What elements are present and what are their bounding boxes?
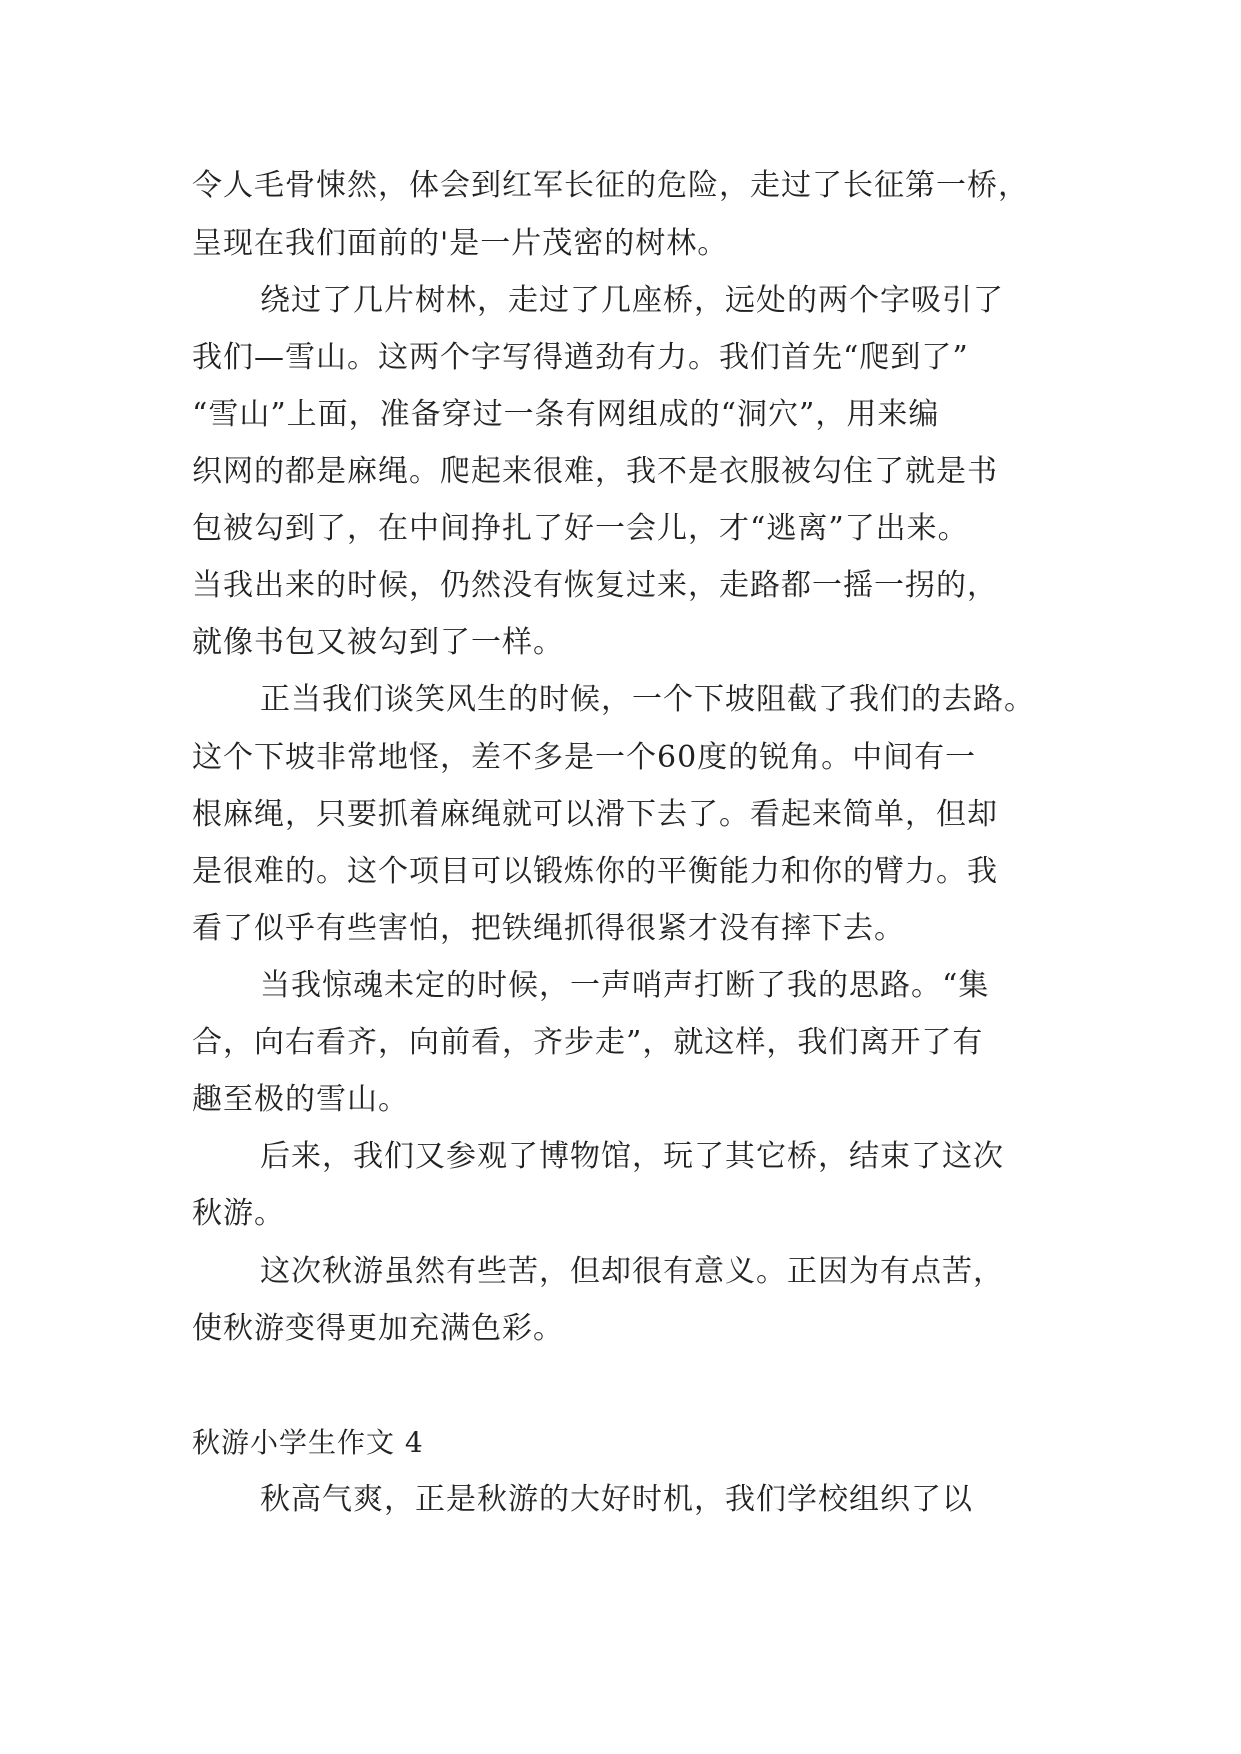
text-line-17: 趣至极的雪山。 <box>192 1082 409 1117</box>
text-line-20: 这次秋游虽然有些苦，但却很有意义。正因为有点苦， <box>260 1254 1004 1289</box>
text-line-13: 是很难的。这个项目可以锻炼你的平衡能力和你的臂力。我 <box>192 854 998 889</box>
text-line-7: 包被勾到了，在中间挣扎了好一会儿，才“逃离”了出来。 <box>192 511 969 546</box>
text-line-23: 秋高气爽，正是秋游的大好时机，我们学校组织了以 <box>260 1482 973 1517</box>
text-line-21: 使秋游变得更加充满色彩。 <box>192 1311 564 1346</box>
text-line-8: 当我出来的时候，仍然没有恢复过来，走路都一摇一拐的， <box>192 568 998 603</box>
text-line-10: 正当我们谈笑风生的时候，一个下坡阻截了我们的去路。 <box>260 682 1035 717</box>
text-line-11: 这个下坡非常地怪，差不多是一个60度的锐角。中间有一 <box>192 740 977 775</box>
text-line-6: 织网的都是麻绳。爬起来很难，我不是衣服被勾住了就是书 <box>192 454 998 489</box>
text-line-19: 秋游。 <box>192 1196 285 1231</box>
text-line-3: 绕过了几片树林，走过了几座桥，远处的两个字吸引了 <box>260 283 1004 318</box>
text-line-9: 就像书包又被勾到了一样。 <box>192 625 564 660</box>
section-title: 秋游小学生作文 4 <box>192 1426 424 1459</box>
text-line-14: 看了似乎有些害怕，把铁绳抓得很紧才没有摔下去。 <box>192 911 905 946</box>
text-line-15: 当我惊魂未定的时候，一声哨声打断了我的思路。“集 <box>260 968 990 1003</box>
text-line-16: 合，向右看齐，向前看，齐步走”，就这样，我们离开了有 <box>192 1025 984 1060</box>
text-line-4: 我们—雪山。这两个字写得遒劲有力。我们首先“爬到了” <box>192 340 969 375</box>
text-line-1: 令人毛骨悚然，体会到红军长征的危险，走过了长征第一桥， <box>192 168 1029 203</box>
text-line-5: “雪山”上面，准备穿过一条有网组成的“洞穴”，用来编 <box>192 397 940 432</box>
text-line-2: 呈现在我们面前的'是一片茂密的树林。 <box>192 226 729 261</box>
text-line-12: 根麻绳，只要抓着麻绳就可以滑下去了。看起来简单，但却 <box>192 797 998 832</box>
text-line-18: 后来，我们又参观了博物馆，玩了其它桥，结束了这次 <box>260 1139 1004 1174</box>
